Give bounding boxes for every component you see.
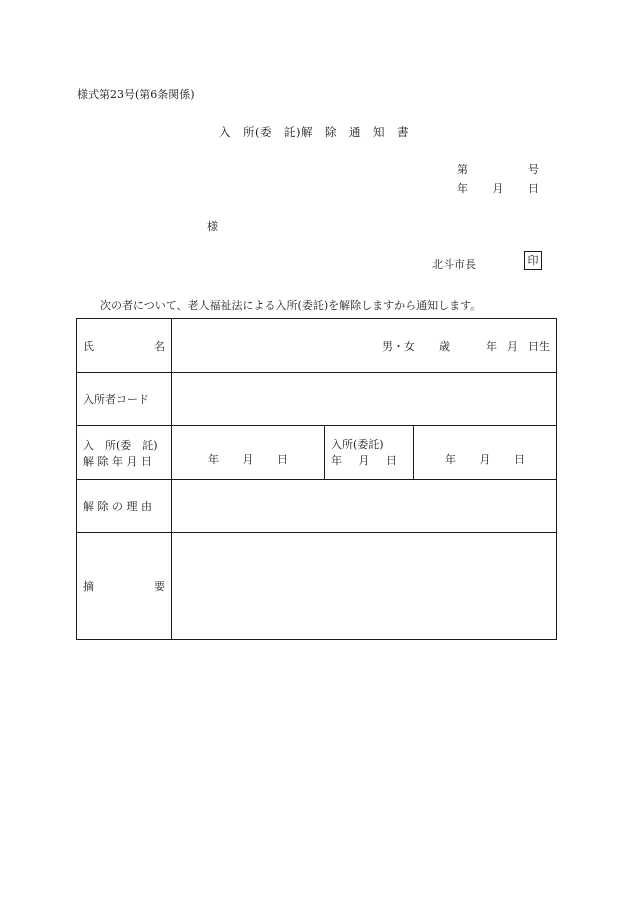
seal-stamp: 印 xyxy=(524,251,542,270)
document-date xyxy=(457,180,539,196)
code-label-text: 入所者コード xyxy=(83,393,149,406)
entry-label-line1: 入所(委託) xyxy=(331,438,384,451)
date-label xyxy=(77,426,172,480)
date-day: 日 xyxy=(528,182,539,195)
entry-label-month: 月 xyxy=(358,454,370,467)
entry-label-day: 日 xyxy=(386,454,397,467)
form-id: 様式第23号(第6条関係) xyxy=(77,88,195,101)
cancel-day: 日 xyxy=(277,453,288,466)
addressee-suffix: 様 xyxy=(207,220,218,233)
entry-date-label xyxy=(325,426,414,479)
code-value[interactable] xyxy=(172,373,557,426)
summary-value[interactable] xyxy=(172,533,557,640)
date-year: 年 xyxy=(457,182,468,195)
number-prefix: 第 xyxy=(457,163,468,176)
name-row xyxy=(77,319,557,373)
entry-label-line2 xyxy=(331,452,397,468)
code-label xyxy=(77,373,172,426)
date-values xyxy=(172,426,557,480)
date-month: 月 xyxy=(492,182,504,195)
date-label-line1: 入 所(委 託) xyxy=(83,438,158,452)
document-number xyxy=(457,161,539,177)
entry-day: 日 xyxy=(514,453,525,466)
entry-label-year: 年 xyxy=(331,454,342,467)
summary-row xyxy=(77,533,557,640)
name-label-2: 名 xyxy=(154,339,165,353)
summary-label-2: 要 xyxy=(154,580,165,593)
date-row xyxy=(77,426,557,480)
code-row xyxy=(77,373,557,426)
entry-year: 年 xyxy=(445,453,456,466)
birth-month: 月 xyxy=(507,339,518,353)
summary-label-1: 摘 xyxy=(83,580,94,593)
cancel-date-field[interactable] xyxy=(172,426,325,479)
body-text: 次の者について、老人福祉法による入所(委託)を解除しますから通知します。 xyxy=(100,299,482,312)
gender-field[interactable]: 男・女 xyxy=(382,339,415,353)
document-title: 入 所(委 託)解 除 通 知 書 xyxy=(219,125,409,139)
reason-label-text: 解 除 の 理 由 xyxy=(83,500,152,513)
reason-value[interactable] xyxy=(172,480,557,533)
cancel-month: 月 xyxy=(242,453,254,466)
entry-month: 月 xyxy=(479,453,491,466)
summary-label xyxy=(77,533,172,640)
entry-date-field[interactable] xyxy=(414,426,556,479)
name-value[interactable] xyxy=(172,319,557,373)
reason-row xyxy=(77,480,557,533)
age-unit: 歳 xyxy=(439,339,450,353)
number-suffix: 号 xyxy=(528,163,539,176)
name-label xyxy=(77,319,172,373)
cancel-year: 年 xyxy=(208,453,219,466)
birth-day: 日生 xyxy=(528,339,550,353)
birth-year: 年 xyxy=(486,339,497,353)
issuer: 北斗市長 xyxy=(432,258,476,271)
reason-label xyxy=(77,480,172,533)
name-label-1: 氏 xyxy=(83,339,94,353)
date-label-line2: 解 除 年 月 日 xyxy=(83,454,152,468)
notice-table xyxy=(76,318,557,640)
